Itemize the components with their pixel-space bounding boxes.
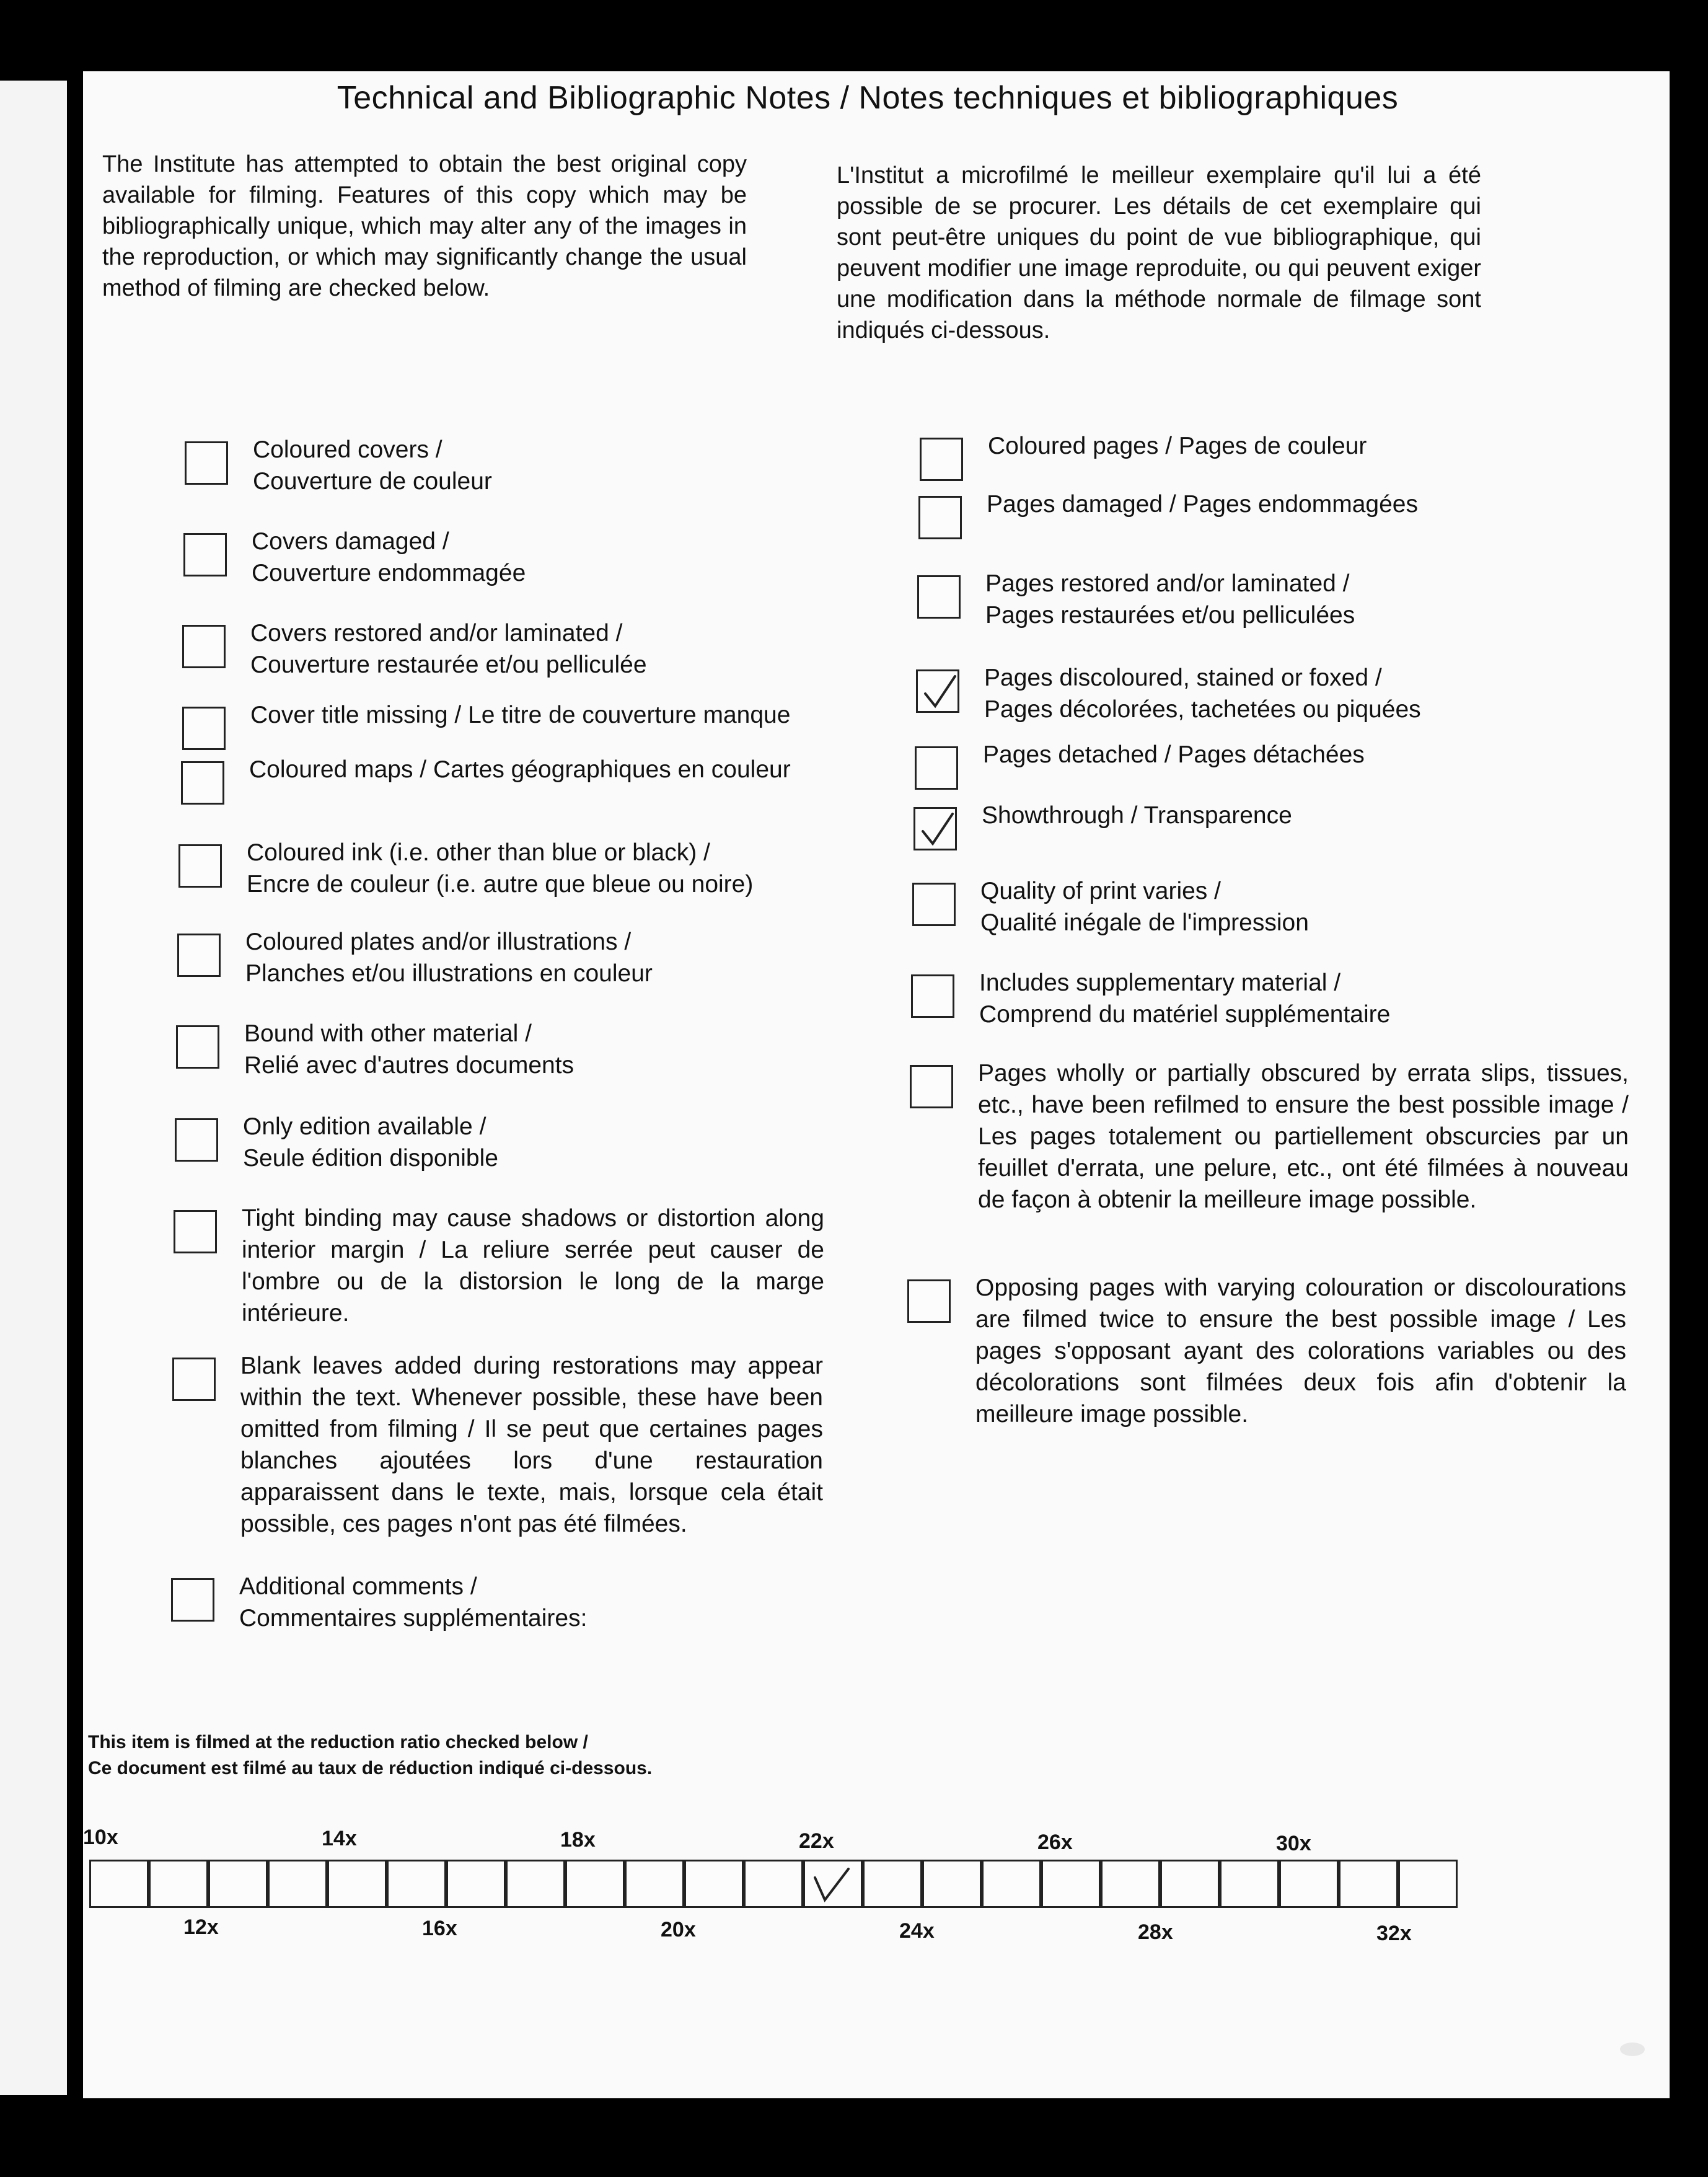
- ratio-label-bottom: 28x: [1138, 1920, 1173, 1944]
- label-line: Blank leaves added during restorations may appear within the text. Whenever possible, these have been omitted from filming / Il se peut que certaines pages blanches ajoutées lors d'une restauration apparaissent dans le texte, mais, lorsque cela était possible, ces pages n'ont pas été filmées.: [240, 1353, 823, 1537]
- ratio-cell[interactable]: [446, 1860, 506, 1908]
- ratio-label-top: 30x: [1276, 1832, 1311, 1855]
- label-line: Pages damaged / Pages endommagées: [987, 491, 1418, 518]
- label-line: Coloured pages / Pages de couleur: [988, 433, 1367, 459]
- label-line: Quality of print varies /: [980, 878, 1221, 904]
- left-checkbox[interactable]: [171, 1578, 214, 1622]
- ratio-cell[interactable]: [208, 1860, 268, 1908]
- ratio-cell[interactable]: [1041, 1860, 1101, 1908]
- label-line: Coloured maps / Cartes géographiques en couleur: [249, 756, 791, 783]
- ratio-cell[interactable]: [625, 1860, 684, 1908]
- left-checkbox[interactable]: [183, 533, 227, 576]
- left-checkbox[interactable]: [176, 1025, 219, 1069]
- ratio-cell[interactable]: [327, 1860, 387, 1908]
- reduction-note-fr: Ce document est filmé au taux de réduction indiqué ci-dessous.: [88, 1758, 653, 1778]
- right-label: [984, 662, 1604, 725]
- left-label: [245, 926, 865, 989]
- label-line: Comprend du matériel supplémentaire: [979, 1001, 1391, 1028]
- ratio-cell[interactable]: [1220, 1860, 1279, 1908]
- ratio-cell[interactable]: [1101, 1860, 1160, 1908]
- label-line: Commentaires supplémentaires:: [239, 1605, 588, 1632]
- right-checkbox[interactable]: [918, 496, 962, 539]
- ratio-label-top: 18x: [560, 1828, 596, 1852]
- ratio-cell[interactable]: [565, 1860, 625, 1908]
- label-line: Pages wholly or partially obscured by errata slips, tissues, etc., have been refilmed to ensure the best possible image / Les pages totalement ou partiellement obscurcies par un feuillet d'errata, une pelure, etc., ont été filmées à nouveau de façon à obtenir la meilleure image possible.: [978, 1060, 1629, 1213]
- intro-english: The Institute has attempted to obtain the best original copy available for filming. Features of this copy which may be bibliographically unique, which may alter any of the images in the reproduction, or which may significantly change the usual method of filming are checked below.: [102, 151, 747, 301]
- ratio-label-bottom: 12x: [183, 1915, 219, 1939]
- label-line: Seule édition disponible: [243, 1145, 498, 1172]
- checkmark-icon: [811, 1864, 855, 1905]
- left-label: [249, 754, 906, 785]
- left-label: [253, 434, 873, 497]
- left-checkbox[interactable]: [182, 625, 226, 668]
- label-line: Additional comments /: [239, 1573, 477, 1600]
- adjacent-page-edge: [0, 81, 67, 2095]
- left-label: [252, 526, 871, 589]
- label-line: Opposing pages with varying colouration or discolourations are filmed twice to ensure the best possible image / Les pages s'opposant ayant des colorations variables ou des décolorations sont filmées deux fois afin d'obtenir la meilleure image possible.: [975, 1274, 1626, 1428]
- ratio-cell[interactable]: [268, 1860, 327, 1908]
- right-label: [987, 488, 1606, 520]
- ratio-label-top: 26x: [1037, 1830, 1073, 1854]
- label-line: Planches et/ou illustrations en couleur: [245, 960, 653, 987]
- right-checkbox[interactable]: [917, 575, 961, 619]
- label-line: Couverture de couleur: [253, 468, 492, 495]
- right-checkbox[interactable]: [915, 746, 958, 790]
- label-line: Coloured covers /: [253, 436, 442, 463]
- right-checkbox[interactable]: [916, 669, 959, 713]
- left-checkbox[interactable]: [178, 844, 222, 888]
- right-label: [982, 800, 1601, 831]
- label-line: Covers damaged /: [252, 528, 449, 555]
- right-label: [979, 967, 1605, 1030]
- label-line: Pages restaurées et/ou pelliculées: [985, 602, 1355, 629]
- right-checkbox[interactable]: [910, 1065, 953, 1108]
- label-line: Couverture endommagée: [252, 560, 526, 586]
- left-checkbox[interactable]: [174, 1210, 217, 1253]
- ratio-label-bottom: 20x: [661, 1918, 696, 1941]
- left-label: [250, 617, 870, 681]
- left-checkbox[interactable]: [185, 441, 228, 485]
- reduction-note: [88, 1729, 652, 1782]
- ratio-label-top: 22x: [799, 1829, 834, 1853]
- ratio-cell[interactable]: [89, 1860, 149, 1908]
- left-label: [240, 1350, 823, 1540]
- ratio-label-top: 10x: [83, 1826, 118, 1849]
- ratio-cell[interactable]: [744, 1860, 803, 1908]
- label-line: Cover title missing / Le titre de couverture manque: [250, 702, 791, 728]
- left-label: [239, 1571, 859, 1634]
- ratio-label-top: 14x: [322, 1827, 357, 1850]
- ratio-label-bottom: 24x: [899, 1919, 935, 1943]
- right-checkbox[interactable]: [911, 974, 954, 1018]
- right-label: [975, 1272, 1626, 1430]
- checkmark-icon: [920, 673, 959, 711]
- page-title: Technical and Bibliographic Notes / Notes techniques et bibliographiques: [337, 80, 1399, 116]
- label-line: Coloured plates and/or illustrations /: [245, 929, 632, 955]
- ratio-label-bottom: 32x: [1376, 1922, 1412, 1945]
- ratio-cell[interactable]: [803, 1860, 863, 1908]
- label-line: Pages décolorées, tachetées ou piquées: [984, 696, 1421, 723]
- label-line: Qualité inégale de l'impression: [980, 909, 1309, 936]
- left-label: [247, 837, 866, 900]
- ratio-cell[interactable]: [387, 1860, 446, 1908]
- right-label: [988, 430, 1608, 462]
- right-label: [983, 739, 1603, 771]
- ratio-cell[interactable]: [684, 1860, 744, 1908]
- label-line: Bound with other material /: [244, 1020, 532, 1047]
- intro-french: L'Institut a microfilmé le meilleur exemplaire qu'il lui a été possible de se procurer. Les détails de cet exemplaire qui sont peut-être uniques du point de vue bibliographique, qui peuvent modifier une image reproduite, ou qui peuvent exiger une modification dans la méthode normale de filmage sont indiqués ci-dessous.: [837, 162, 1481, 343]
- ratio-cell[interactable]: [1339, 1860, 1398, 1908]
- right-checkbox[interactable]: [907, 1279, 951, 1323]
- left-checkbox[interactable]: [182, 707, 226, 750]
- ratio-cell[interactable]: [922, 1860, 982, 1908]
- label-line: Coloured ink (i.e. other than blue or black) /: [247, 839, 710, 866]
- label-line: Pages discoloured, stained or foxed /: [984, 665, 1382, 691]
- ratio-label-bottom: 16x: [422, 1917, 457, 1940]
- left-checkbox[interactable]: [177, 934, 221, 977]
- label-line: Only edition available /: [243, 1113, 486, 1140]
- left-label: [244, 1018, 864, 1081]
- label-line: Pages restored and/or laminated /: [985, 570, 1350, 597]
- ratio-cell[interactable]: [863, 1860, 922, 1908]
- right-checkbox[interactable]: [913, 807, 957, 850]
- label-line: Includes supplementary material /: [979, 969, 1341, 996]
- right-checkbox[interactable]: [920, 438, 963, 481]
- right-label: [980, 875, 1600, 938]
- right-label: [985, 568, 1605, 631]
- left-checkbox[interactable]: [172, 1358, 216, 1401]
- left-label: [250, 699, 907, 731]
- left-checkbox[interactable]: [181, 761, 224, 805]
- checkmark-icon: [918, 810, 956, 849]
- label-line: Tight binding may cause shadows or distortion along interior margin / La reliure serrée peut causer de l'ombre ou de la distorsion le long de la marge intérieure.: [242, 1205, 824, 1327]
- label-line: Encre de couleur (i.e. autre que bleue ou noire): [247, 871, 754, 898]
- ratio-cell[interactable]: [1279, 1860, 1339, 1908]
- left-label: [243, 1111, 863, 1174]
- label-line: Pages detached / Pages détachées: [983, 741, 1365, 768]
- right-label: [978, 1058, 1629, 1216]
- ratio-cell[interactable]: [506, 1860, 565, 1908]
- ratio-cell[interactable]: [1160, 1860, 1220, 1908]
- label-line: Relié avec d'autres documents: [244, 1052, 574, 1079]
- label-line: Covers restored and/or laminated /: [250, 620, 623, 647]
- label-line: Showthrough / Transparence: [982, 802, 1292, 829]
- ratio-cell[interactable]: [149, 1860, 208, 1908]
- ratio-cell[interactable]: [982, 1860, 1041, 1908]
- ratio-cell[interactable]: [1398, 1860, 1458, 1908]
- reduction-note-en: This item is filmed at the reduction ratio checked below /: [88, 1732, 588, 1752]
- label-line: Couverture restaurée et/ou pelliculée: [250, 651, 647, 678]
- left-checkbox[interactable]: [175, 1118, 218, 1162]
- right-checkbox[interactable]: [912, 883, 956, 926]
- left-label: [242, 1203, 824, 1329]
